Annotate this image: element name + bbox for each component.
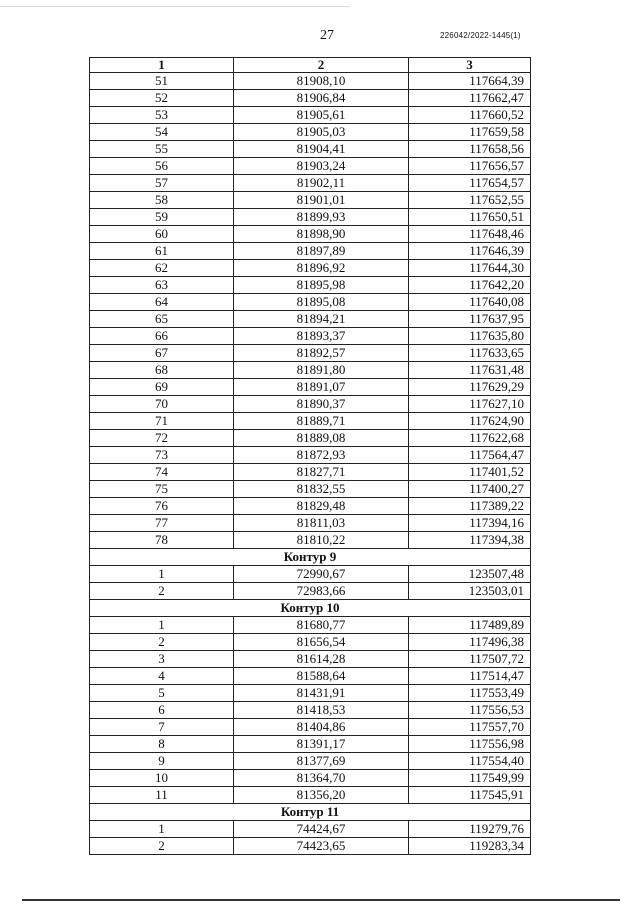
point-number-cell: 54 xyxy=(90,124,234,141)
x-coordinate-cell: 72990,67 xyxy=(234,566,409,583)
x-coordinate-cell: 81895,98 xyxy=(234,277,409,294)
x-coordinate-cell: 81810,22 xyxy=(234,532,409,549)
table-row xyxy=(90,345,531,362)
bottom-rule xyxy=(22,899,620,901)
y-coordinate-cell: 117400,27 xyxy=(409,481,531,498)
point-number-cell: 11 xyxy=(90,787,234,804)
table-row xyxy=(90,668,531,685)
x-coordinate-cell: 81896,92 xyxy=(234,260,409,277)
y-coordinate-cell: 117659,58 xyxy=(409,124,531,141)
table-row xyxy=(90,141,531,158)
table-row xyxy=(90,736,531,753)
table-row xyxy=(90,260,531,277)
y-coordinate-cell: 117650,51 xyxy=(409,209,531,226)
y-coordinate-cell: 117553,49 xyxy=(409,685,531,702)
x-coordinate-cell: 81892,57 xyxy=(234,345,409,362)
point-number-cell: 9 xyxy=(90,753,234,770)
x-coordinate-cell: 81890,37 xyxy=(234,396,409,413)
y-coordinate-cell: 119283,34 xyxy=(409,838,531,855)
coordinates-table-body xyxy=(90,58,531,855)
x-coordinate-cell: 81902,11 xyxy=(234,175,409,192)
y-coordinate-cell: 117401,52 xyxy=(409,464,531,481)
x-coordinate-cell: 81364,70 xyxy=(234,770,409,787)
y-coordinate-cell: 117556,53 xyxy=(409,702,531,719)
document-id: 226042/2022-1445(1) xyxy=(440,31,521,40)
x-coordinate-cell: 81906,84 xyxy=(234,90,409,107)
table-row xyxy=(90,464,531,481)
table-row xyxy=(90,328,531,345)
y-coordinate-cell: 117660,52 xyxy=(409,107,531,124)
y-coordinate-cell: 117554,40 xyxy=(409,753,531,770)
y-coordinate-cell: 117624,90 xyxy=(409,413,531,430)
table-row xyxy=(90,430,531,447)
y-coordinate-cell: 117658,56 xyxy=(409,141,531,158)
x-coordinate-cell: 81894,21 xyxy=(234,311,409,328)
point-number-cell: 72 xyxy=(90,430,234,447)
point-number-cell: 69 xyxy=(90,379,234,396)
point-number-cell: 53 xyxy=(90,107,234,124)
point-number-cell: 55 xyxy=(90,141,234,158)
x-coordinate-cell: 81905,03 xyxy=(234,124,409,141)
point-number-cell: 70 xyxy=(90,396,234,413)
y-coordinate-cell: 117489,89 xyxy=(409,617,531,634)
point-number-cell: 1 xyxy=(90,617,234,634)
point-number-cell: 77 xyxy=(90,515,234,532)
y-coordinate-cell: 117627,10 xyxy=(409,396,531,413)
top-scan-line xyxy=(0,6,350,7)
contour-title: Контур 11 xyxy=(90,804,531,821)
point-number-cell: 60 xyxy=(90,226,234,243)
y-coordinate-cell: 117640,08 xyxy=(409,294,531,311)
x-coordinate-cell: 81889,08 xyxy=(234,430,409,447)
point-number-cell: 67 xyxy=(90,345,234,362)
y-coordinate-cell: 117557,70 xyxy=(409,719,531,736)
table-row xyxy=(90,124,531,141)
x-coordinate-cell: 81891,07 xyxy=(234,379,409,396)
point-number-cell: 2 xyxy=(90,634,234,651)
table-row xyxy=(90,379,531,396)
table-row xyxy=(90,175,531,192)
point-number-cell: 76 xyxy=(90,498,234,515)
x-coordinate-cell: 81811,03 xyxy=(234,515,409,532)
y-coordinate-cell: 117545,91 xyxy=(409,787,531,804)
point-number-cell: 64 xyxy=(90,294,234,311)
y-coordinate-cell: 117556,98 xyxy=(409,736,531,753)
x-coordinate-cell: 81897,89 xyxy=(234,243,409,260)
point-number-cell: 59 xyxy=(90,209,234,226)
y-coordinate-cell: 123503,01 xyxy=(409,583,531,600)
table-row xyxy=(90,311,531,328)
point-number-cell: 73 xyxy=(90,447,234,464)
point-number-cell: 6 xyxy=(90,702,234,719)
x-coordinate-cell: 81614,28 xyxy=(234,651,409,668)
header-col-1: 1 xyxy=(90,58,234,73)
header-col-3: 3 xyxy=(409,58,531,73)
point-number-cell: 78 xyxy=(90,532,234,549)
point-number-cell: 51 xyxy=(90,73,234,90)
contour-title: Контур 10 xyxy=(90,600,531,617)
point-number-cell: 56 xyxy=(90,158,234,175)
x-coordinate-cell: 81656,54 xyxy=(234,634,409,651)
x-coordinate-cell: 81901,01 xyxy=(234,192,409,209)
y-coordinate-cell: 117389,22 xyxy=(409,498,531,515)
y-coordinate-cell: 117394,16 xyxy=(409,515,531,532)
coordinates-table xyxy=(89,57,531,855)
y-coordinate-cell: 117549,99 xyxy=(409,770,531,787)
table-row xyxy=(90,702,531,719)
header-col-2: 2 xyxy=(234,58,409,73)
x-coordinate-cell: 81356,20 xyxy=(234,787,409,804)
table-row xyxy=(90,498,531,515)
table-row xyxy=(90,685,531,702)
table-row xyxy=(90,770,531,787)
x-coordinate-cell: 74423,65 xyxy=(234,838,409,855)
table-row xyxy=(90,192,531,209)
x-coordinate-cell: 81904,41 xyxy=(234,141,409,158)
y-coordinate-cell: 117664,39 xyxy=(409,73,531,90)
contour-heading-row xyxy=(90,804,531,821)
y-coordinate-cell: 117652,55 xyxy=(409,192,531,209)
point-number-cell: 58 xyxy=(90,192,234,209)
table-row xyxy=(90,396,531,413)
point-number-cell: 8 xyxy=(90,736,234,753)
table-row xyxy=(90,73,531,90)
table-row xyxy=(90,158,531,175)
y-coordinate-cell: 117662,47 xyxy=(409,90,531,107)
y-coordinate-cell: 117564,47 xyxy=(409,447,531,464)
x-coordinate-cell: 81377,69 xyxy=(234,753,409,770)
x-coordinate-cell: 81680,77 xyxy=(234,617,409,634)
table-row xyxy=(90,753,531,770)
point-number-cell: 2 xyxy=(90,583,234,600)
x-coordinate-cell: 74424,67 xyxy=(234,821,409,838)
x-coordinate-cell: 81908,10 xyxy=(234,73,409,90)
table-row xyxy=(90,566,531,583)
point-number-cell: 2 xyxy=(90,838,234,855)
point-number-cell: 71 xyxy=(90,413,234,430)
point-number-cell: 74 xyxy=(90,464,234,481)
table-row xyxy=(90,481,531,498)
x-coordinate-cell: 81431,91 xyxy=(234,685,409,702)
table-row xyxy=(90,515,531,532)
table-row xyxy=(90,362,531,379)
x-coordinate-cell: 81829,48 xyxy=(234,498,409,515)
x-coordinate-cell: 81391,17 xyxy=(234,736,409,753)
table-row xyxy=(90,243,531,260)
x-coordinate-cell: 81891,80 xyxy=(234,362,409,379)
contour-heading-row xyxy=(90,549,531,566)
x-coordinate-cell: 81903,24 xyxy=(234,158,409,175)
point-number-cell: 52 xyxy=(90,90,234,107)
table-row xyxy=(90,719,531,736)
point-number-cell: 3 xyxy=(90,651,234,668)
table-row xyxy=(90,787,531,804)
y-coordinate-cell: 117656,57 xyxy=(409,158,531,175)
table-row xyxy=(90,209,531,226)
x-coordinate-cell: 81418,53 xyxy=(234,702,409,719)
point-number-cell: 68 xyxy=(90,362,234,379)
table-row xyxy=(90,651,531,668)
x-coordinate-cell: 81404,86 xyxy=(234,719,409,736)
y-coordinate-cell: 117648,46 xyxy=(409,226,531,243)
x-coordinate-cell: 81905,61 xyxy=(234,107,409,124)
y-coordinate-cell: 117507,72 xyxy=(409,651,531,668)
y-coordinate-cell: 117514,47 xyxy=(409,668,531,685)
table-row xyxy=(90,413,531,430)
y-coordinate-cell: 117637,95 xyxy=(409,311,531,328)
y-coordinate-cell: 119279,76 xyxy=(409,821,531,838)
point-number-cell: 57 xyxy=(90,175,234,192)
table-row xyxy=(90,226,531,243)
table-row xyxy=(90,447,531,464)
point-number-cell: 66 xyxy=(90,328,234,345)
contour-title: Контур 9 xyxy=(90,549,531,566)
point-number-cell: 7 xyxy=(90,719,234,736)
point-number-cell: 4 xyxy=(90,668,234,685)
table-row xyxy=(90,634,531,651)
table-row xyxy=(90,90,531,107)
y-coordinate-cell: 123507,48 xyxy=(409,566,531,583)
point-number-cell: 63 xyxy=(90,277,234,294)
contour-heading-row xyxy=(90,600,531,617)
x-coordinate-cell: 81899,93 xyxy=(234,209,409,226)
point-number-cell: 62 xyxy=(90,260,234,277)
table-row xyxy=(90,821,531,838)
point-number-cell: 61 xyxy=(90,243,234,260)
table-row xyxy=(90,617,531,634)
point-number-cell: 1 xyxy=(90,566,234,583)
x-coordinate-cell: 81832,55 xyxy=(234,481,409,498)
y-coordinate-cell: 117631,48 xyxy=(409,362,531,379)
point-number-cell: 1 xyxy=(90,821,234,838)
y-coordinate-cell: 117633,65 xyxy=(409,345,531,362)
x-coordinate-cell: 81889,71 xyxy=(234,413,409,430)
y-coordinate-cell: 117654,57 xyxy=(409,175,531,192)
x-coordinate-cell: 81827,71 xyxy=(234,464,409,481)
x-coordinate-cell: 72983,66 xyxy=(234,583,409,600)
table-row xyxy=(90,294,531,311)
x-coordinate-cell: 81893,37 xyxy=(234,328,409,345)
y-coordinate-cell: 117496,38 xyxy=(409,634,531,651)
point-number-cell: 10 xyxy=(90,770,234,787)
y-coordinate-cell: 117394,38 xyxy=(409,532,531,549)
table-header-row xyxy=(90,58,531,73)
table-row xyxy=(90,838,531,855)
y-coordinate-cell: 117644,30 xyxy=(409,260,531,277)
y-coordinate-cell: 117629,29 xyxy=(409,379,531,396)
y-coordinate-cell: 117646,39 xyxy=(409,243,531,260)
table-row xyxy=(90,532,531,549)
x-coordinate-cell: 81872,93 xyxy=(234,447,409,464)
y-coordinate-cell: 117642,20 xyxy=(409,277,531,294)
y-coordinate-cell: 117622,68 xyxy=(409,430,531,447)
table-row xyxy=(90,583,531,600)
point-number-cell: 5 xyxy=(90,685,234,702)
table-row xyxy=(90,107,531,124)
table-row xyxy=(90,277,531,294)
point-number-cell: 65 xyxy=(90,311,234,328)
y-coordinate-cell: 117635,80 xyxy=(409,328,531,345)
x-coordinate-cell: 81588,64 xyxy=(234,668,409,685)
point-number-cell: 75 xyxy=(90,481,234,498)
page-number: 27 xyxy=(320,28,334,43)
x-coordinate-cell: 81898,90 xyxy=(234,226,409,243)
x-coordinate-cell: 81895,08 xyxy=(234,294,409,311)
